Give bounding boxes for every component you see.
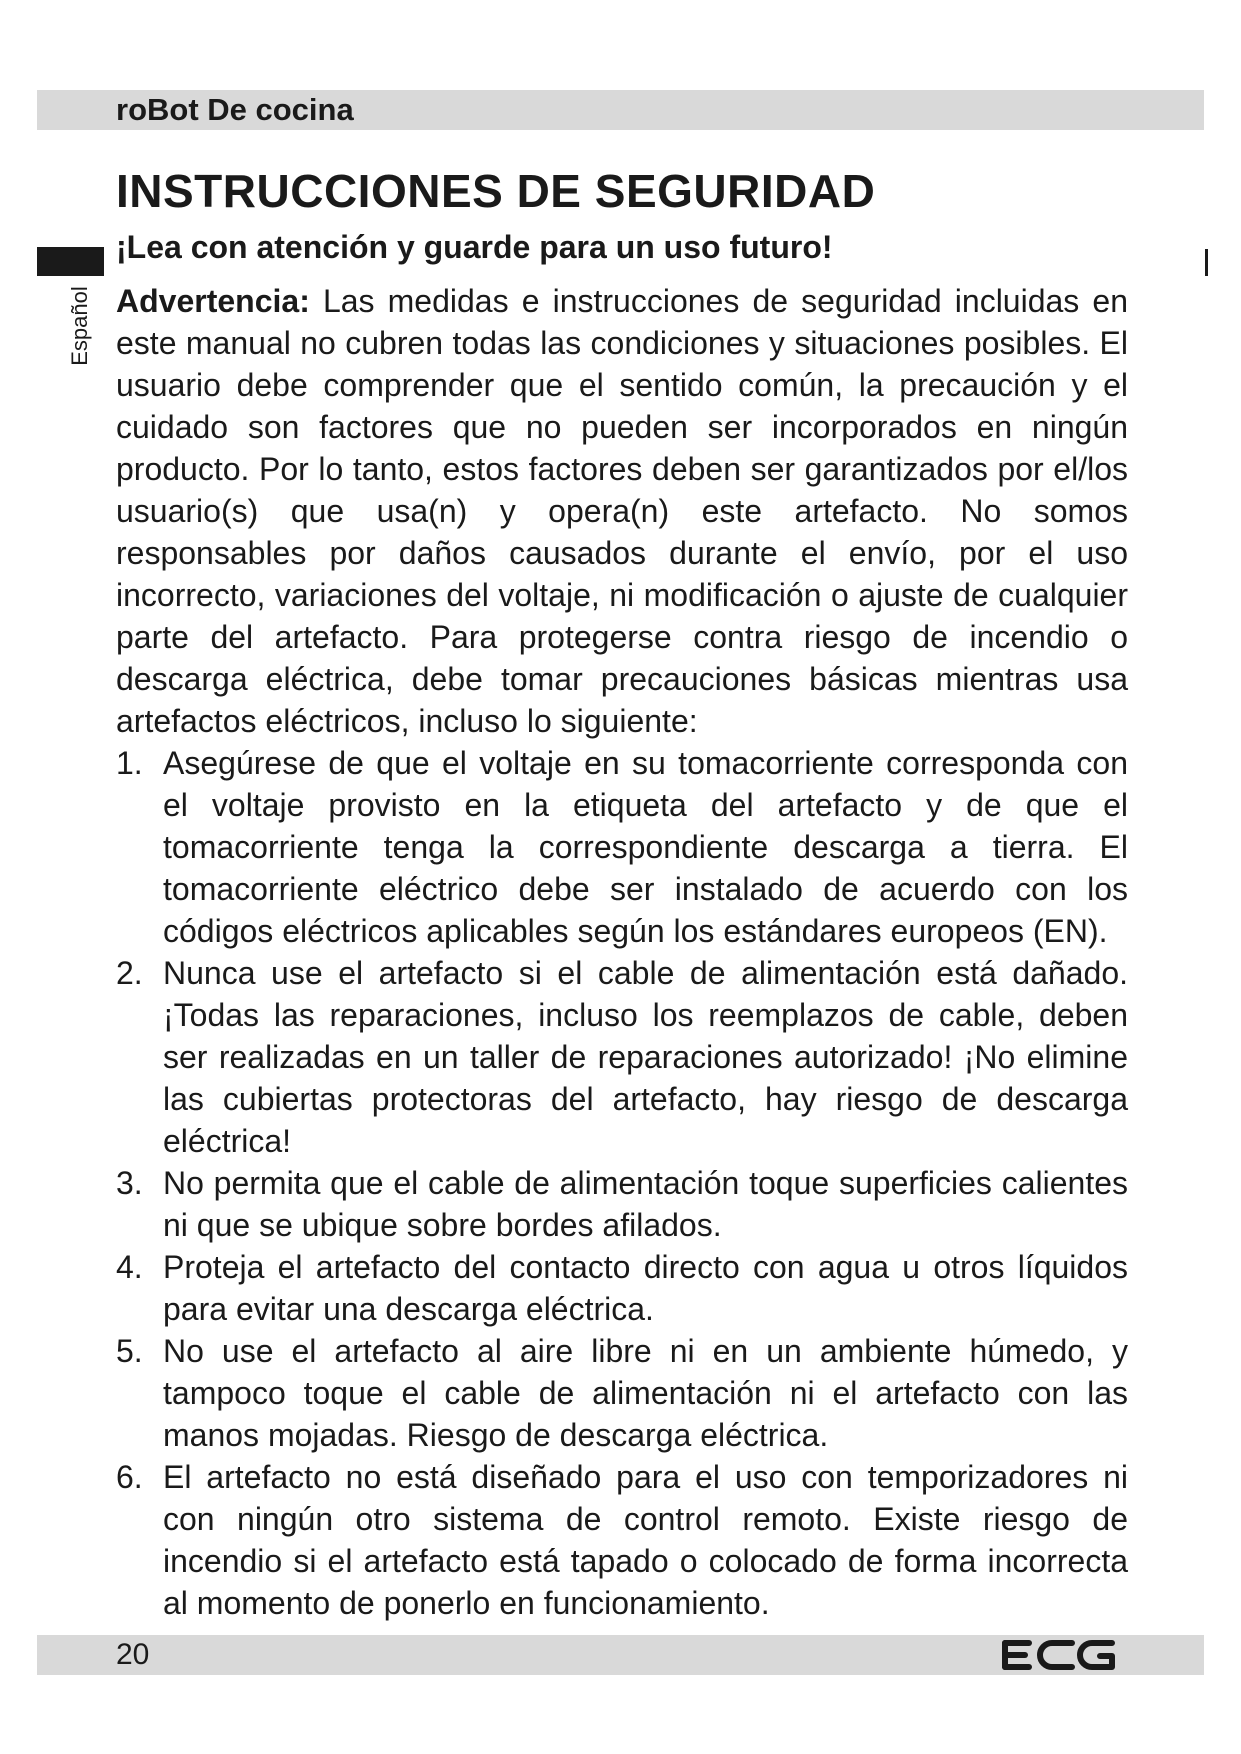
list-item-text: Nunca use el artefacto si el cable de alimentación está dañado. ¡Todas las reparaciones, incluso los reemplazos de cable, deben ser realizadas en un taller de reparaciones autorizado! ¡No elimine las cubiertas protectoras del artefacto, hay riesgo de descarga eléctrica! bbox=[163, 955, 1128, 1159]
content bbox=[116, 280, 1128, 1624]
list-item-text: Asegúrese de que el voltaje en su tomacorriente corresponda con el voltaje provisto en la etiqueta del artefacto y de que el tomacorriente tenga la correspondiente descarga a tierra. El tomacorriente eléctrico debe ser instalado de acuerdo con los códigos eléctricos aplicables según los estándares europeos (EN). bbox=[163, 745, 1128, 949]
list-item bbox=[116, 1330, 1128, 1456]
language-label: Español bbox=[67, 286, 92, 366]
warning-paragraph bbox=[116, 280, 1128, 742]
list-item bbox=[116, 952, 1128, 1162]
warning-label: Advertencia: bbox=[116, 283, 310, 319]
list-item-number: 6. bbox=[116, 1459, 143, 1495]
page-title: INSTRUCCIONES DE SEGURIDAD bbox=[116, 165, 876, 217]
warning-text: Las medidas e instrucciones de seguridad incluidas en este manual no cubren todas las condiciones y situaciones posibles. El usuario debe comprender que el sentido común, la precaución y el cuidado son factores que no pueden ser incorporados en ningún producto. Por lo tanto, estos factores deben ser garantizados por el/los usuario(s) que usa(n) y opera(n) este artefacto. No somos responsables por daños causados durante el envío, por el uso incorrecto, variaciones del voltaje, ni modificación o ajuste de cualquier parte del artefacto. Para protegerse contra riesgo de incendio o descarga eléctrica, debe tomar precauciones básicas mientras usa artefactos eléctricos, incluso lo siguiente: bbox=[116, 283, 1128, 739]
ecg-logo bbox=[1000, 1638, 1116, 1672]
list-item-number: 4. bbox=[116, 1249, 143, 1285]
list-item-text: No permita que el cable de alimentación toque superficies calientes ni que se ubique sobre bordes afilados. bbox=[163, 1165, 1128, 1243]
list-item-number: 1. bbox=[116, 745, 143, 781]
page-number: 20 bbox=[116, 1638, 150, 1671]
safety-list bbox=[116, 742, 1128, 1624]
list-item bbox=[116, 1162, 1128, 1246]
right-edge-marker bbox=[1205, 249, 1208, 276]
list-item bbox=[116, 742, 1128, 952]
list-item-number: 2. bbox=[116, 955, 143, 991]
list-item-number: 5. bbox=[116, 1333, 143, 1369]
list-item-text: No use el artefacto al aire libre ni en un ambiente húmedo, y tampoco toque el cable de alimentación ni el artefacto con las manos mojadas. Riesgo de descarga eléctrica. bbox=[163, 1333, 1128, 1453]
list-item-text: Proteja el artefacto del contacto directo con agua u otros líquidos para evitar una descarga eléctrica. bbox=[163, 1249, 1128, 1327]
header-title: roBot De cocina bbox=[116, 92, 354, 127]
list-item bbox=[116, 1246, 1128, 1330]
list-item-number: 3. bbox=[116, 1165, 143, 1201]
list-item bbox=[116, 1456, 1128, 1624]
side-tab-marker bbox=[37, 247, 104, 276]
list-item-text: El artefacto no está diseñado para el uso con temporizadores ni con ningún otro sistema de control remoto. Existe riesgo de incendio si el artefacto está tapado o colocado de forma incorrecta al momento de ponerlo en funcionamiento. bbox=[163, 1459, 1128, 1621]
subtitle: ¡Lea con atención y guarde para un uso futuro! bbox=[116, 229, 833, 265]
